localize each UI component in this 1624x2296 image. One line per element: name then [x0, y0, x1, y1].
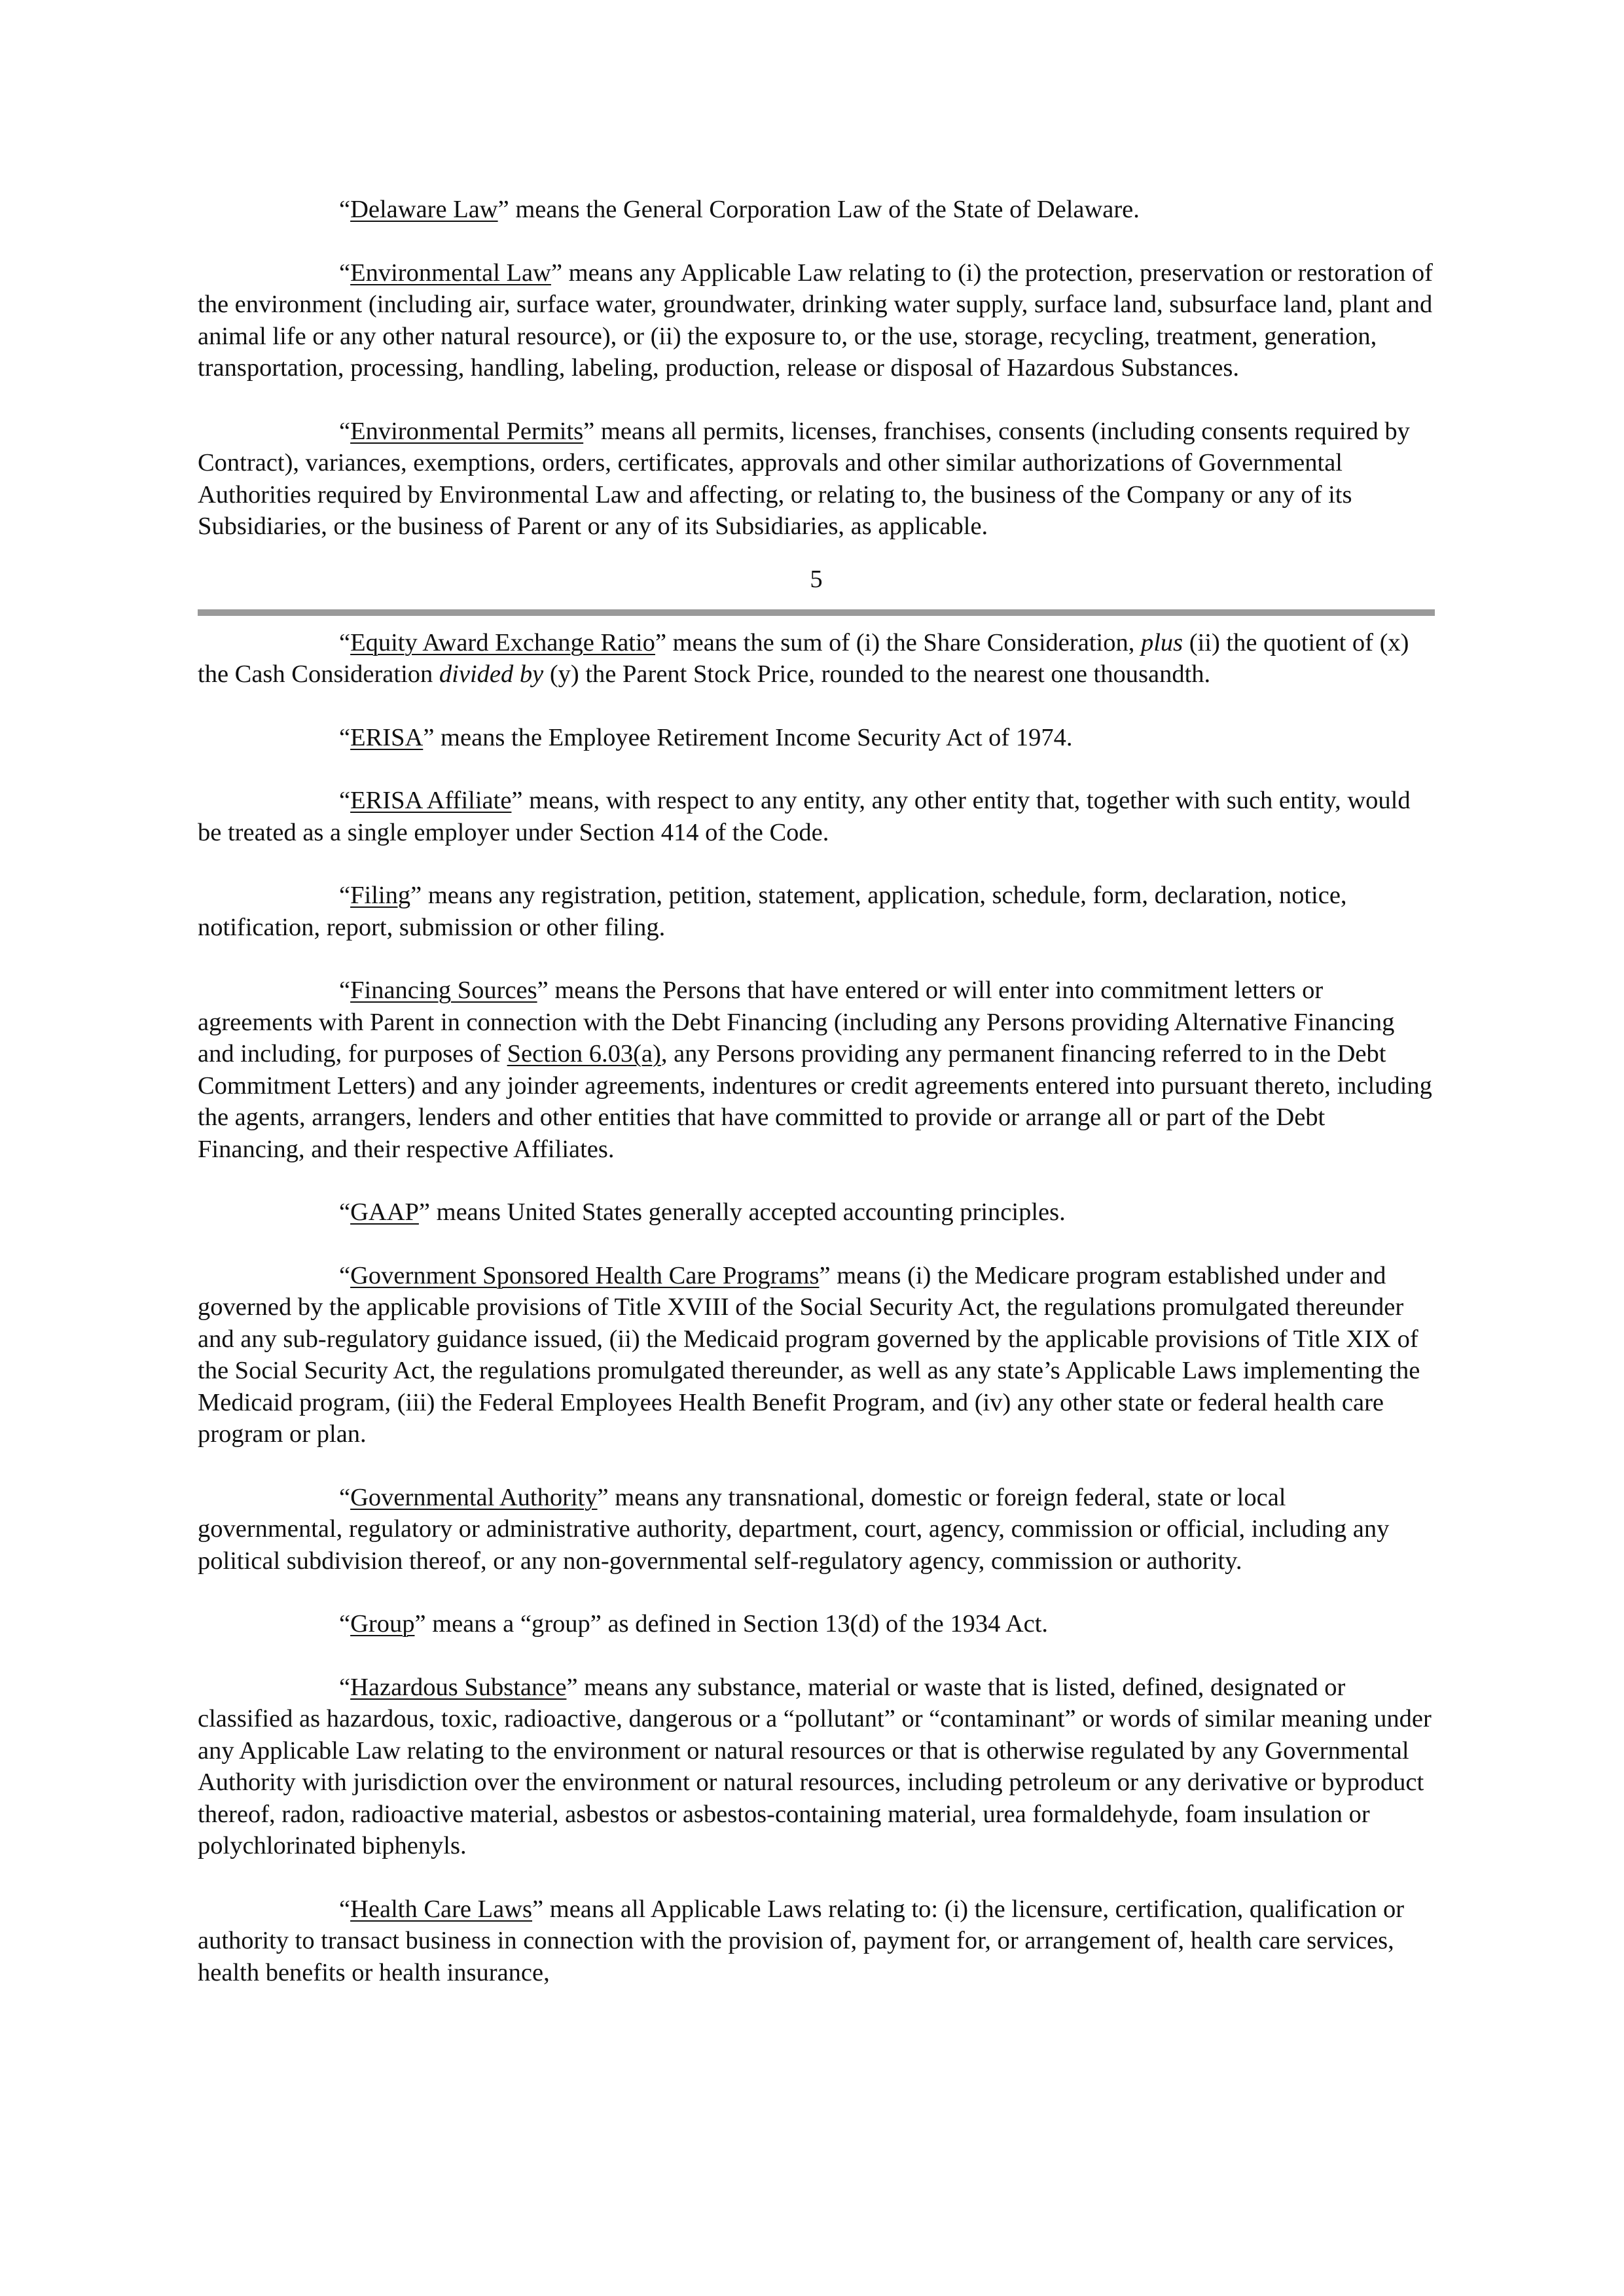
open-quote: “ [339, 1610, 351, 1638]
open-quote: “ [339, 417, 351, 445]
close-quote: ” [597, 1483, 609, 1511]
open-quote: “ [339, 196, 351, 223]
close-quote: ” [410, 882, 422, 909]
definition-gaap [198, 1196, 1435, 1229]
page-number: 5 [810, 565, 823, 593]
definition-delaware-law [198, 194, 1435, 226]
italic-term: plus [1140, 628, 1183, 656]
open-quote: “ [339, 1895, 351, 1923]
defined-term: Group [350, 1610, 415, 1638]
definition-text: means a “group” as defined in Section 13(d) of the 1934 Act. [425, 1610, 1049, 1638]
open-quote: “ [339, 977, 351, 1004]
defined-term: ERISA [350, 723, 424, 751]
definition-text: means any Applicable Law relating to (i) the protection, preservation or restoration of the environment (including air, surface water, groundwater, drinking water supply, surface land, subsurface land, plant and animal life or any other natural resource), or (ii) the exposure to, or the use, storage, recycling, treatment, generation, transportation, processing, handling, labeling, production, release or disposal of Hazardous Substances. [198, 259, 1433, 382]
definition-financing-sources [198, 975, 1435, 1165]
definition-text: (y) the Parent Stock Price, rounded to the nearest one thousandth. [543, 660, 1211, 688]
definition-hazardous-substance [198, 1672, 1435, 1862]
open-quote: “ [339, 259, 351, 287]
page-divider [198, 609, 1435, 616]
definition-text: means the General Corporation Law of the State of Delaware. [509, 196, 1140, 223]
definition-erisa-affiliate [198, 785, 1435, 848]
definition-environmental-law [198, 257, 1435, 384]
definition-government-health-care-programs [198, 1260, 1435, 1450]
definition-text: (ii) the quotient of (x) the Cash Consideration [198, 628, 1409, 688]
definition-text: means the Persons that have entered or will enter into commitment letters or agreements with Parent in connection with the Debt Financing (including any Persons providing Alternative Financing and including, for purposes of [198, 977, 1395, 1067]
close-quote: ” [550, 259, 563, 287]
defined-term: GAAP [350, 1198, 419, 1226]
close-quote: ” [497, 196, 509, 223]
close-quote: ” [537, 977, 549, 1004]
defined-term: Financing Sources [350, 977, 537, 1004]
definition-text: means the Employee Retirement Income Security Act of 1974. [434, 723, 1073, 751]
close-quote: ” [418, 1198, 431, 1226]
defined-term: Environmental Permits [350, 417, 584, 445]
italic-term: divided by [439, 660, 544, 688]
defined-term: Filing [350, 882, 411, 909]
section-reference: Section 6.03(a) [507, 1040, 661, 1067]
definition-environmental-permits [198, 416, 1435, 543]
definition-text: means any substance, material or waste that is listed, defined, designated or classified as hazardous, toxic, radioactive, dangerous or a “pollutant” or “contaminant” or words of similar meaning under any Applicable Law relating to the environment or natural resources or that is otherwise regulated by any Governmental Authority with jurisdiction over the environment or natural resources, including petroleum or any derivative or byproduct thereof, radon, radioactive material, asbestos or asbestos-containing material, urea formaldehyde, foam insulation or polychlorinated biphenyls. [198, 1673, 1432, 1859]
definition-filing [198, 880, 1435, 943]
defined-term: Hazardous Substance [350, 1673, 567, 1701]
close-quote: ” [414, 1610, 426, 1638]
close-quote: ” [532, 1895, 544, 1923]
close-quote: ” [655, 628, 667, 656]
definition-text: means all permits, licenses, franchises, consents (including consents required by Contract), variances, exemptions, orders, certificates, approvals and other similar authorizations of Governmental Authorities required by Environmental Law and affecting, or relating to, the business of the Company or any of its Subsidiaries, or the business of Parent or any of its Subsidiaries, as applicable. [198, 417, 1410, 540]
close-quote: ” [583, 417, 595, 445]
open-quote: “ [339, 1483, 351, 1511]
definition-health-care-laws [198, 1893, 1435, 1989]
open-quote: “ [339, 628, 351, 656]
open-quote: “ [339, 1261, 351, 1289]
defined-term: Governmental Authority [350, 1483, 598, 1511]
definition-equity-award-exchange-ratio [198, 627, 1435, 691]
defined-term: Government Sponsored Health Care Programs [350, 1261, 820, 1289]
close-quote: ” [819, 1261, 831, 1289]
close-quote: ” [566, 1673, 578, 1701]
definition-text: means any transnational, domestic or foreign federal, state or local governmental, regulatory or administrative authority, department, court, agency, commission or official, including any political subdivision thereof, or any non-governmental self-regulatory agency, commission or authority. [198, 1483, 1390, 1575]
open-quote: “ [339, 882, 351, 909]
definition-group [198, 1608, 1435, 1640]
definition-text: means the sum of (i) the Share Consideration, [666, 628, 1141, 656]
definition-text: means any registration, petition, statement, application, schedule, form, declaration, notice, notification, report, submission or other filing. [198, 882, 1347, 941]
document-page [198, 194, 1435, 2020]
definition-erisa [198, 722, 1435, 754]
defined-term: Environmental Law [350, 259, 551, 287]
close-quote: ” [423, 723, 435, 751]
defined-term: Equity Award Exchange Ratio [350, 628, 655, 656]
open-quote: “ [339, 1673, 351, 1701]
defined-term: Health Care Laws [350, 1895, 533, 1923]
open-quote: “ [339, 723, 351, 751]
defined-term: ERISA Affiliate [350, 787, 512, 814]
open-quote: “ [339, 1198, 351, 1226]
definition-text: means, with respect to any entity, any other entity that, together with such entity, would be treated as a single employer under Section 414 of the Code. [198, 787, 1411, 846]
definition-text: means United States generally accepted accounting principles. [430, 1198, 1066, 1226]
close-quote: ” [511, 787, 523, 814]
open-quote: “ [339, 787, 351, 814]
defined-term: Delaware Law [350, 196, 498, 223]
definition-text: , any Persons providing any permanent financing referred to in the Debt Commitment Letters) and any joinder agreements, indentures or credit agreements entered into pursuant thereto, including the agents, arrangers, lenders and other entities that have committed to provide or arrange all or part of the Debt Financing, and their respective Affiliates. [198, 1040, 1432, 1163]
definition-text: means (i) the Medicare program established under and governed by the applicable provisions of Title XVIII of the Social Security Act, the regulations promulgated thereunder and any sub-regulatory guidance issued, (ii) the Medicaid program governed by the applicable provisions of Title XIX of the Social Security Act, the regulations promulgated thereunder, as well as any state’s Applicable Laws implementing the Medicaid program, (iii) the Federal Employees Health Benefit Program, and (iv) any other state or federal health care program or plan. [198, 1261, 1420, 1448]
definition-governmental-authority [198, 1482, 1435, 1577]
definition-text: means all Applicable Laws relating to: (i) the licensure, certification, qualification or authority to transact business in connection with the provision of, payment for, or arrangement of, health care services, health benefits or health insurance, [198, 1895, 1405, 1986]
